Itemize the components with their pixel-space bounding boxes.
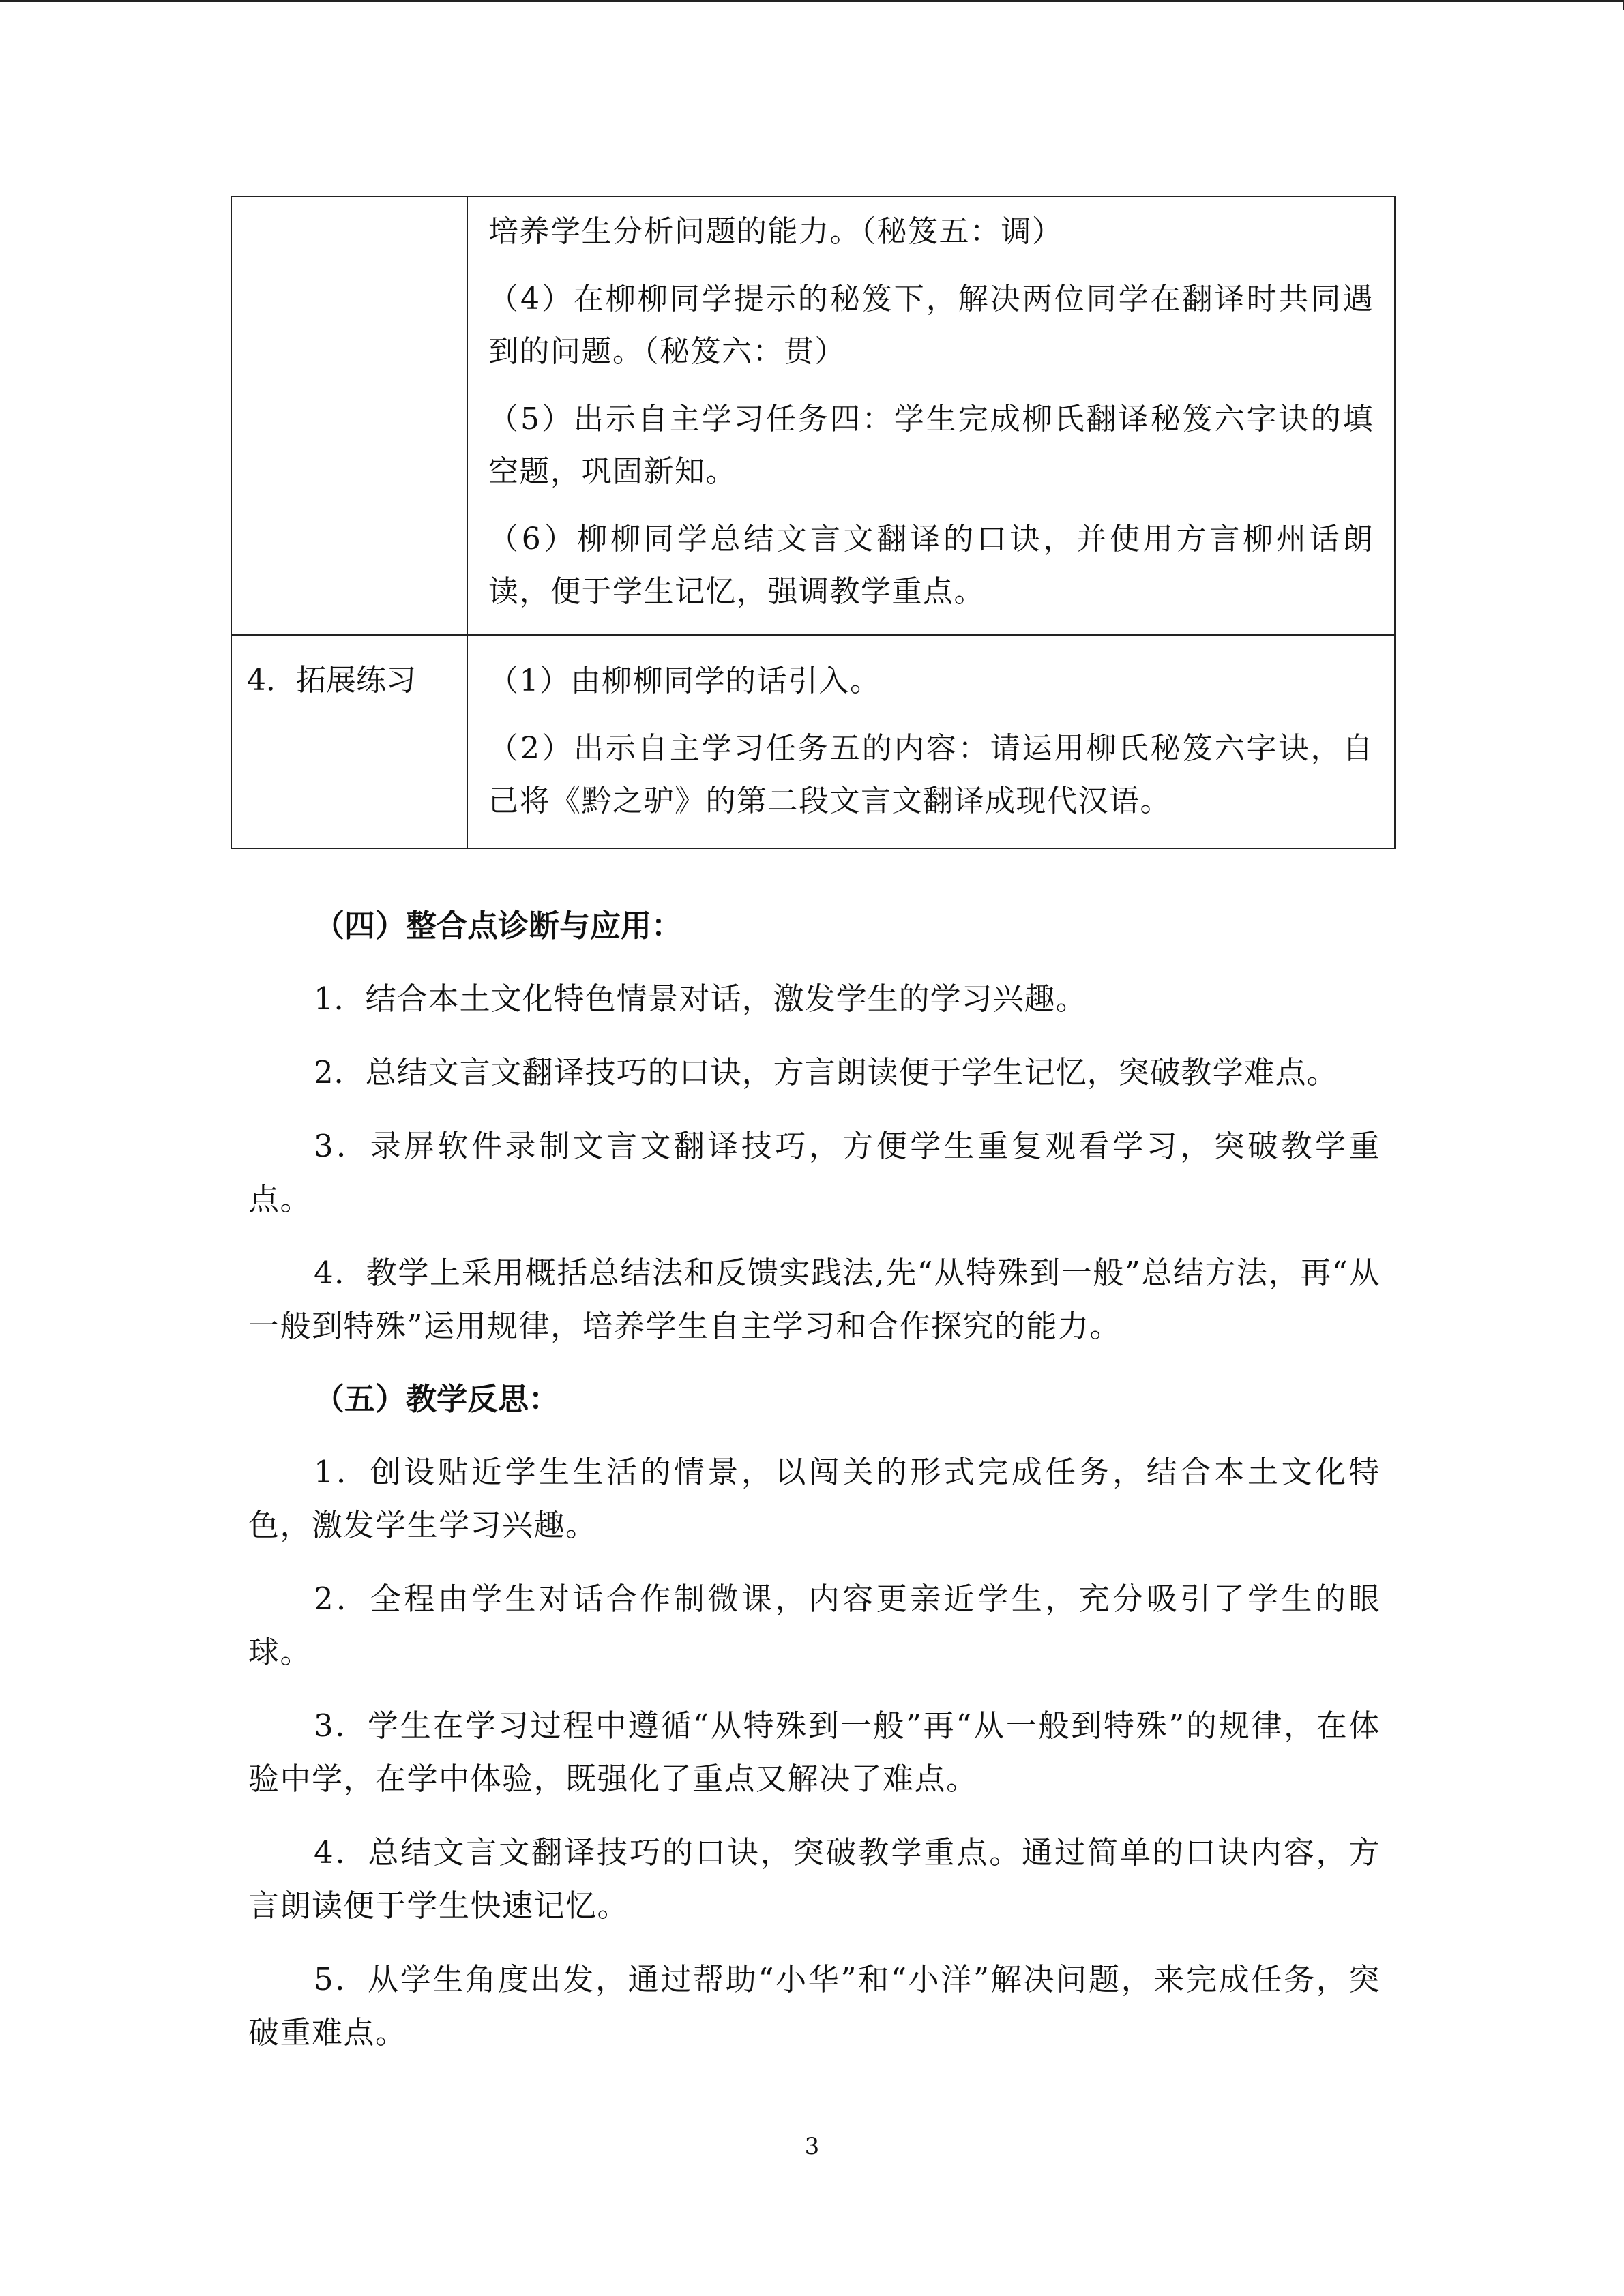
- body-paragraph: 3．学生在学习过程中遵循“从特殊到一般”再“从一般到特殊”的规律，在体验中学，在学中体验，既强化了重点又解决了难点。: [248, 1708, 1381, 1797]
- body-paragraph: 2．总结文言文翻译技巧的口诀，方言朗读便于学生记忆，突破教学难点。: [314, 1054, 1338, 1090]
- body-paragraph: 3．录屏软件录制文言文翻译技巧，方便学生重复观看学习，突破教学重点。: [248, 1128, 1381, 1217]
- document-body: [248, 900, 1381, 2080]
- content-cell: [467, 635, 1395, 848]
- step-item: （5）出示自主学习任务四：学生完成柳氏翻译秘笈六字诀的填空题，巩固新知。: [488, 402, 1374, 489]
- body-paragraph: 4．教学上采用概括总结法和反馈实践法,先“从特殊到一般”总结方法，再“从一般到特殊”运用规律，培养学生自主学习和合作探究的能力。: [248, 1255, 1381, 1344]
- step-item: （6）柳柳同学总结文言文翻译的口诀，并使用方言柳州话朗读，便于学生记忆，强调教学重点。: [488, 522, 1374, 609]
- body-paragraph: 4．总结文言文翻译技巧的口诀，突破教学重点。通过简单的口诀内容，方言朗读便于学生快速记忆。: [248, 1834, 1381, 1924]
- step-item: （1）由柳柳同学的话引入。: [488, 664, 881, 698]
- top-border-rule: [0, 0, 1624, 2]
- stage-cell: [231, 196, 467, 635]
- section-integration-diagnosis: [248, 900, 1381, 1353]
- step-item: （2）出示自主学习任务五的内容：请运用柳氏秘笈六字诀，自己将《黔之驴》的第二段文言文翻译成现代汉语。: [488, 731, 1374, 818]
- body-paragraph: 1．结合本土文化特色情景对话，激发学生的学习兴趣。: [314, 981, 1087, 1017]
- section-heading: （五）教学反思：: [314, 1381, 560, 1417]
- stage-label: [232, 197, 467, 216]
- section-heading: （四）整合点诊断与应用：: [314, 908, 683, 944]
- section-teaching-reflection: [248, 1373, 1381, 2059]
- table-row: [231, 635, 1395, 848]
- body-paragraph: 2．全程由学生对话合作制微课，内容更亲近学生，充分吸引了学生的眼球。: [248, 1581, 1381, 1670]
- table-row: [231, 196, 1395, 635]
- stage-cell: [231, 635, 467, 848]
- body-paragraph: 1．创设贴近学生生活的情景，以闯关的形式完成任务，结合本土文化特色，激发学生学习兴趣。: [248, 1454, 1381, 1543]
- teaching-process-table: [231, 196, 1396, 849]
- page-number: 3: [804, 2133, 820, 2160]
- stage-label: 4．拓展练习: [247, 663, 416, 698]
- content-cell: [467, 196, 1395, 635]
- body-paragraph: 5．从学生角度出发，通过帮助“小华”和“小洋”解决问题，来完成任务，突破重难点。: [248, 1961, 1381, 2051]
- step-item: 培养学生分析问题的能力。（秘笈五：调）: [488, 214, 1063, 249]
- step-item: （4）在柳柳同学提示的秘笈下，解决两位同学在翻译时共同遇到的问题。（秘笈六：贯）: [488, 282, 1374, 369]
